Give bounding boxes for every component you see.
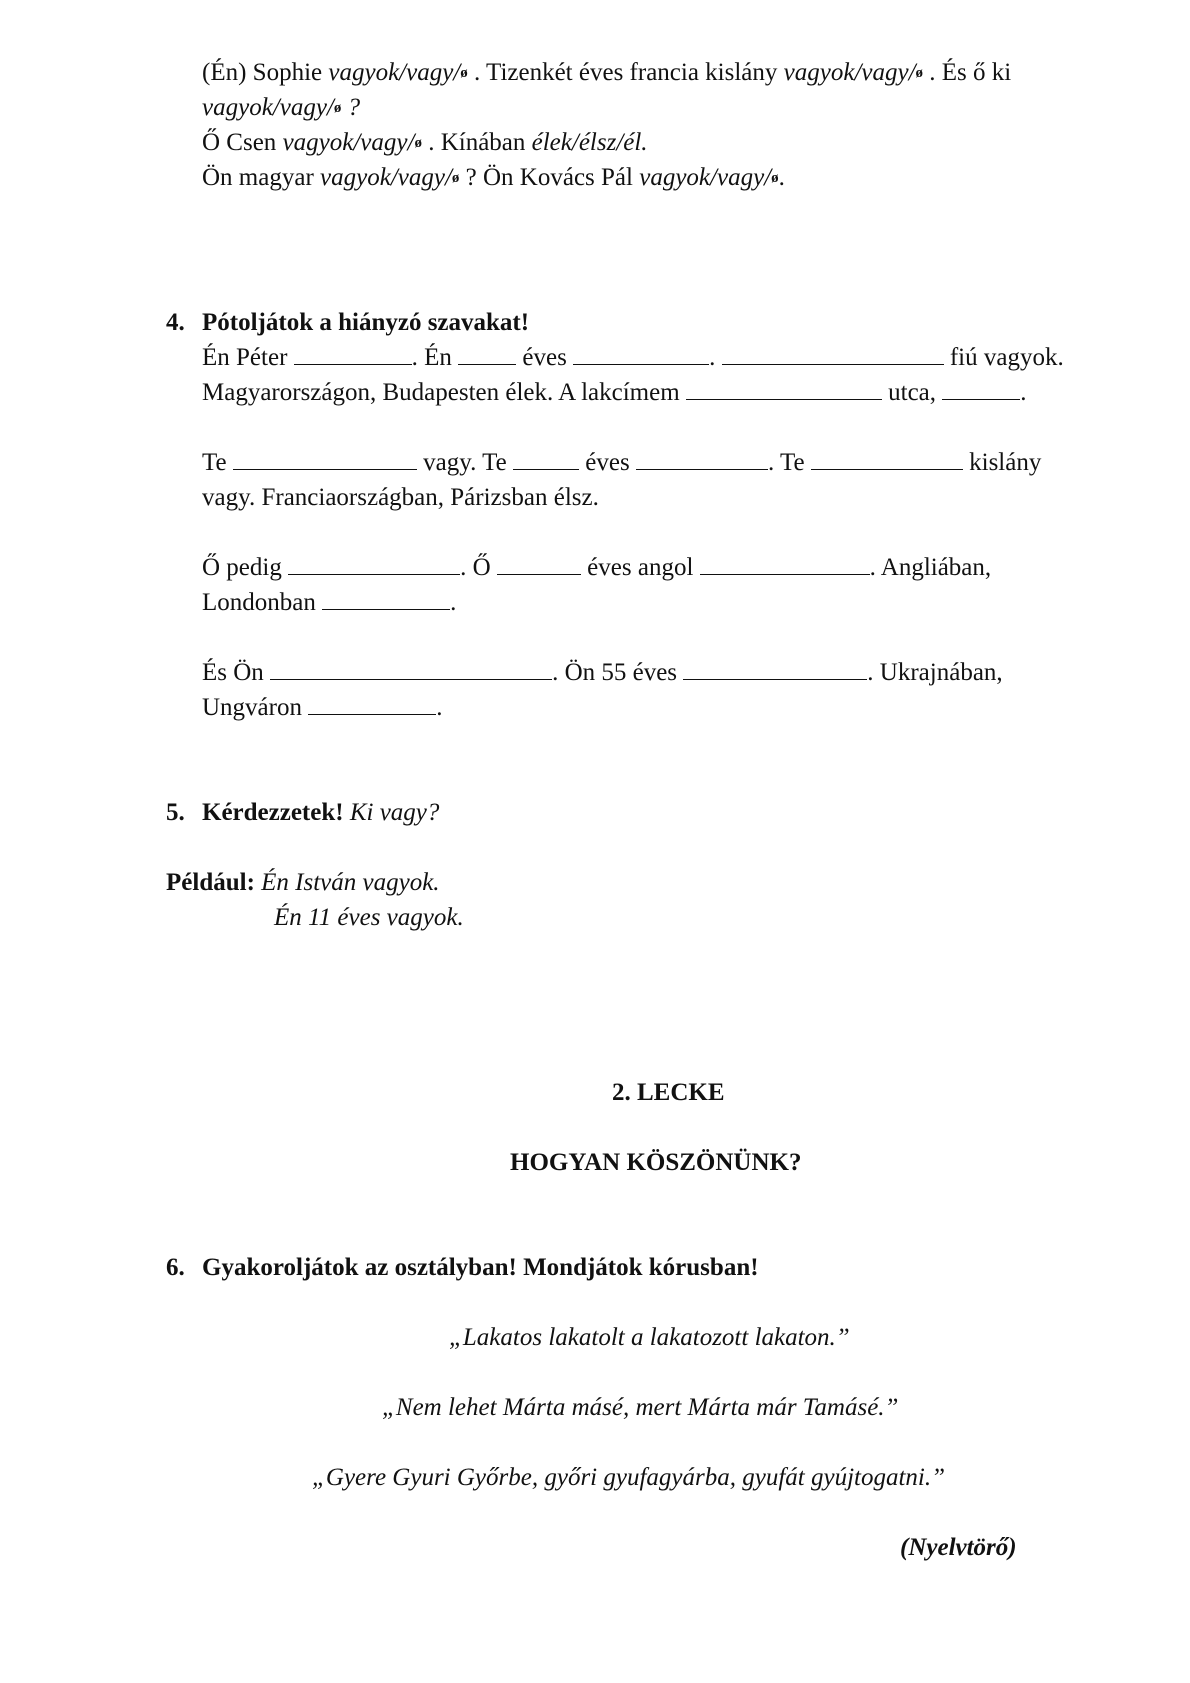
example-label: Például:: [166, 869, 255, 896]
ex3-line-3: Ő Csen vagyok/vagy/ø . Kínában élek/élsz/él.: [202, 129, 648, 156]
ex5-title: Kérdezzetek!: [202, 799, 344, 826]
ex3-line-4: Ön magyar vagyok/vagy/ø ? Ön Kovács Pál vagyok/vagy/ø.: [202, 164, 785, 191]
blank-field[interactable]: [288, 550, 460, 575]
blank-field[interactable]: [233, 445, 417, 470]
ex4-line-7: És Ön . Ön 55 éves . Ukrajnában,: [202, 655, 1003, 690]
ex4-line-1: Én Péter . Én éves . fiú vagyok.: [202, 340, 1064, 375]
ex6-number: 6.: [166, 1254, 185, 1281]
ex4-title: Pótoljátok a hiányzó szavakat!: [202, 309, 530, 336]
blank-field[interactable]: [683, 655, 867, 680]
ex5-heading: [166, 795, 439, 830]
ex5-example-1: Például: Én István vagyok.: [166, 869, 440, 896]
ex4-line-3: Te vagy. Te éves . Te kislány: [202, 445, 1041, 480]
ex5-number: 5.: [166, 799, 185, 826]
null-symbol: ø: [915, 65, 924, 81]
ex4-heading: [166, 305, 529, 340]
source-label: (Nyelvtörő): [900, 1534, 1017, 1561]
blank-field[interactable]: [722, 340, 944, 365]
ex6-heading: [166, 1250, 759, 1285]
blank-field[interactable]: [458, 340, 516, 365]
null-symbol: ø: [333, 100, 342, 116]
lesson-title: HOGYAN KÖSZÖNÜNK?: [510, 1149, 802, 1176]
blank-field[interactable]: [270, 655, 552, 680]
null-symbol: ø: [414, 135, 422, 151]
lesson-number: 2. LECKE: [612, 1079, 725, 1106]
ex4-line-4: vagy. Franciaországban, Párizsban élsz.: [202, 484, 599, 511]
ex4-line-6: Londonban .: [202, 585, 456, 620]
ex4-line-2: Magyarországon, Budapesten élek. A lakcímem utca, .: [202, 375, 1027, 410]
tongue-twister-1: „Lakatos lakatolt a lakatozott lakaton.”: [449, 1324, 850, 1351]
null-symbol: ø: [460, 65, 468, 81]
ex4-line-5: Ő pedig . Ő éves angol . Angliában,: [202, 550, 991, 585]
ex6-title: Gyakoroljátok az osztályban! Mondjátok kórusban!: [202, 1254, 759, 1281]
blank-field[interactable]: [497, 550, 581, 575]
blank-field[interactable]: [573, 340, 709, 365]
ex4-number: 4.: [166, 309, 185, 336]
blank-field[interactable]: [308, 690, 436, 715]
ex3-line-1: (Én) Sophie vagyok/vagy/ø . Tizenkét éves francia kislány vagyok/vagy/ø . És ő ki: [202, 59, 1012, 86]
ex3-line-2: vagyok/vagy/ø ?: [202, 94, 361, 121]
null-symbol: ø: [771, 170, 779, 186]
blank-field[interactable]: [636, 445, 768, 470]
blank-field[interactable]: [686, 375, 882, 400]
blank-field[interactable]: [294, 340, 412, 365]
null-symbol: ø: [451, 170, 460, 186]
blank-field[interactable]: [700, 550, 870, 575]
ex5-example-2: Én 11 éves vagyok.: [274, 904, 464, 931]
blank-field[interactable]: [513, 445, 579, 470]
blank-field[interactable]: [942, 375, 1020, 400]
ex5-question: Ki vagy?: [349, 799, 440, 826]
blank-field[interactable]: [322, 585, 450, 610]
ex4-line-8: Ungváron .: [202, 690, 442, 725]
tongue-twister-2: „Nem lehet Márta másé, mert Márta már Tamásé.”: [382, 1394, 899, 1421]
tongue-twister-3: „Gyere Gyuri Győrbe, győri gyufagyárba, gyufát gyújtogatni.”: [312, 1464, 946, 1491]
blank-field[interactable]: [811, 445, 963, 470]
